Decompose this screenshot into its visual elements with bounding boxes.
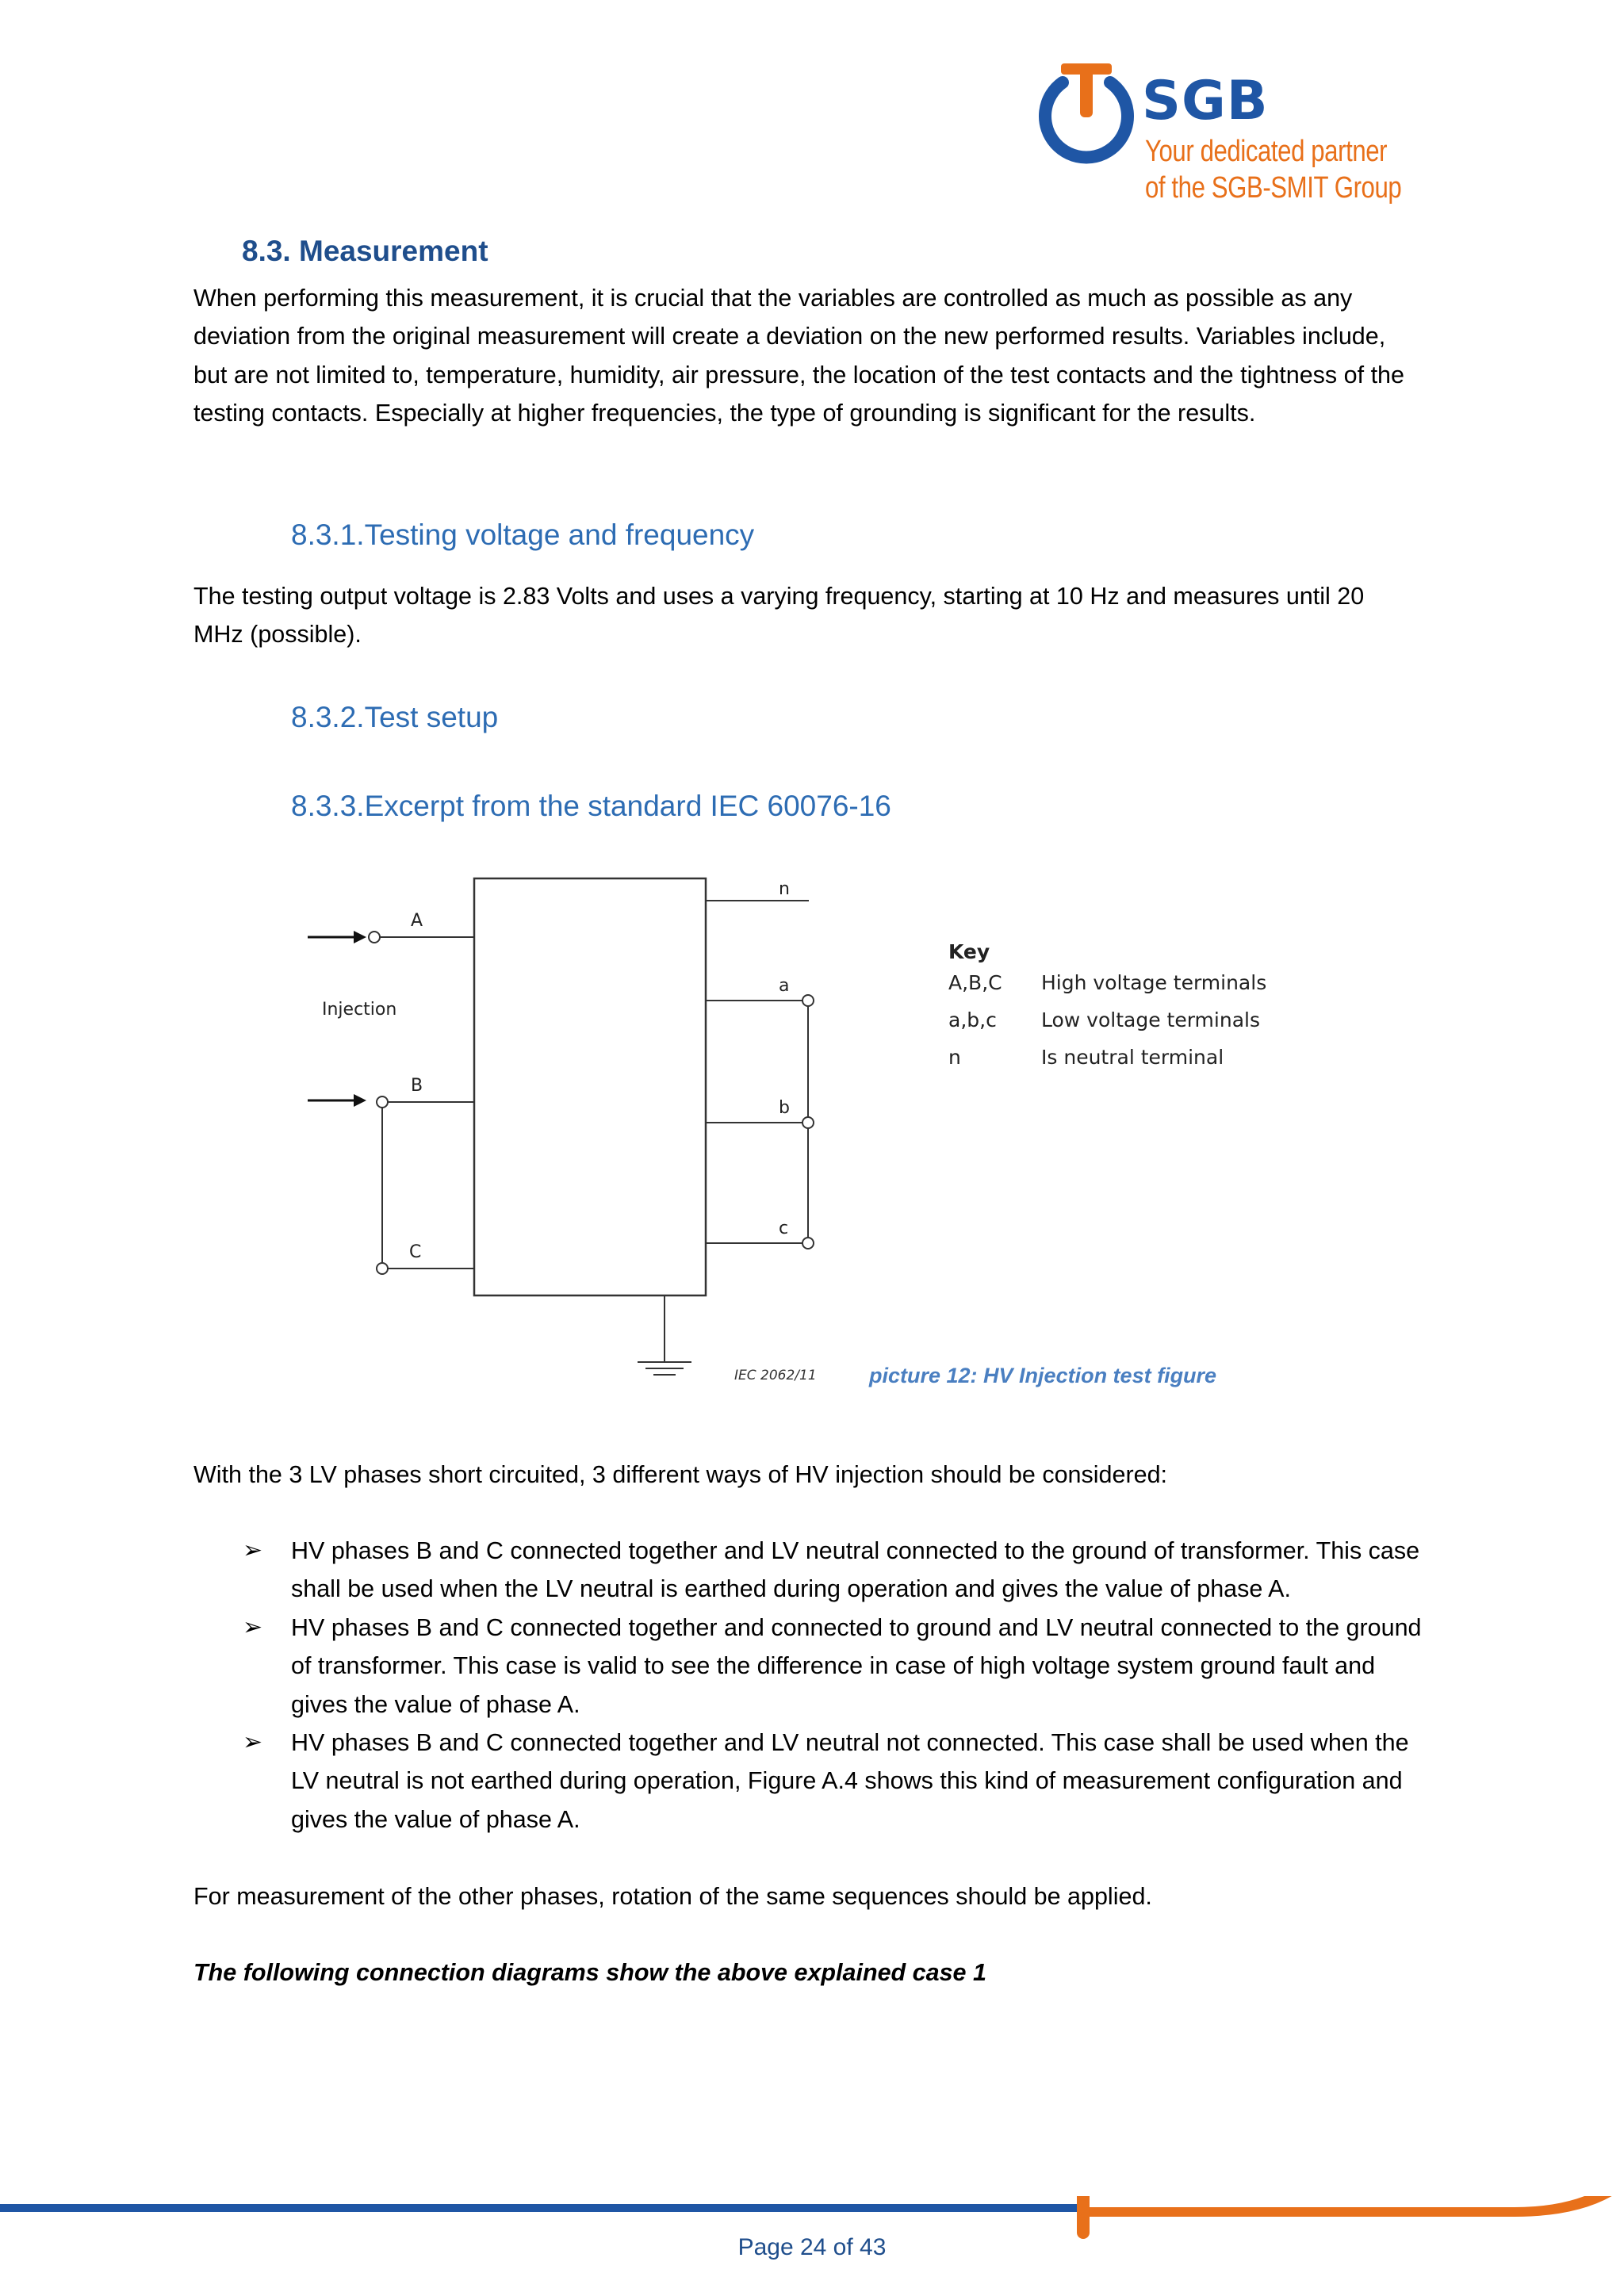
tagline-line2: of the SGB-SMIT Group [1145, 171, 1402, 205]
figure-caption: picture 12: HV Injection test figure [869, 1364, 1217, 1387]
key-desc: Low voltage terminals [1041, 1008, 1260, 1031]
rotation-paragraph: For measurement of the other phases, rotation of the same sequences should be applied. [193, 1883, 1152, 1910]
key-desc: Is neutral terminal [1041, 1046, 1224, 1069]
key-row [948, 1008, 1260, 1046]
lead-paragraph: With the 3 LV phases short circuited, 3 different ways of HV injection should be considered: [193, 1461, 1168, 1488]
sgb-logo-mark [1031, 60, 1142, 171]
list-item: ➢ HV phases B and C connected together and LV neutral connected to the ground of transformer. This case shall be used when the LV neutral is earthed during operation and gives the value of phase A. [193, 1532, 1431, 1609]
arrow-bullet-icon: ➢ [243, 1729, 263, 1756]
label-B: B [411, 1076, 423, 1096]
label-iec: IEC 2062/11 [734, 1368, 817, 1383]
subsection-heading-voltage: 8.3.1.Testing voltage and frequency [291, 519, 755, 551]
injection-cases-list [193, 1532, 1431, 1839]
intro-paragraph: When performing this measurement, it is crucial that the variables are controlled as much as possible as any deviation from the original measurement will create a deviation on the new performed results. Variables include, but are not limited to, temperature, humidity, air pressure, the location of the test contacts and the tightness of the testing contacts. Especially at higher frequencies, the type of grounding is significant for the results. [193, 285, 1404, 427]
list-item: ➢ HV phases B and C connected together and LV neutral not connected. This case shall be used when the LV neutral is not earthed during operation, Figure A.4 shows this kind of measurement configuration and gives the value of phase A. [193, 1724, 1431, 1839]
label-C: C [409, 1242, 422, 1262]
key-title: Key [948, 940, 990, 963]
key-desc: High voltage terminals [1041, 971, 1267, 994]
voltage-paragraph: The testing output voltage is 2.83 Volts and uses a varying frequency, starting at 10 Hz and measures until 20 MHz (possible). [193, 583, 1365, 649]
key-code: a,b,c [948, 1008, 997, 1031]
brand-name: SGB [1142, 70, 1269, 132]
transformer-box [474, 878, 706, 1295]
list-item: ➢ HV phases B and C connected together and connected to ground and LV neutral connected to the ground of transformer. This case is valid to see the difference in case of high voltage system ground fault and gives the value of phase A. [193, 1609, 1431, 1724]
final-note: The following connection diagrams show the above explained case 1 [193, 1959, 986, 1986]
label-b: b [779, 1098, 790, 1118]
figure-key [948, 940, 1267, 1083]
key-row [948, 1046, 1224, 1083]
arrow-bullet-icon: ➢ [243, 1613, 263, 1640]
label-a: a [779, 976, 790, 996]
key-row [948, 971, 1267, 1008]
key-code: A,B,C [948, 971, 1002, 994]
label-A: A [411, 911, 423, 931]
section-heading: 8.3. Measurement [242, 235, 488, 267]
page-number: Page 24 of 43 [737, 2234, 887, 2260]
key-code: n [948, 1046, 961, 1069]
tagline-line1: Your dedicated partner [1145, 135, 1388, 168]
subsection-heading-excerpt: 8.3.3.Excerpt from the standard IEC 60076-16 [291, 790, 891, 822]
label-injection: Injection [322, 1000, 397, 1020]
arrow-bullet-icon: ➢ [243, 1537, 263, 1563]
label-c: c [779, 1219, 789, 1238]
hv-injection-diagram [293, 864, 872, 1395]
subsection-heading-setup: 8.3.2.Test setup [291, 701, 499, 733]
label-n: n [779, 879, 790, 899]
